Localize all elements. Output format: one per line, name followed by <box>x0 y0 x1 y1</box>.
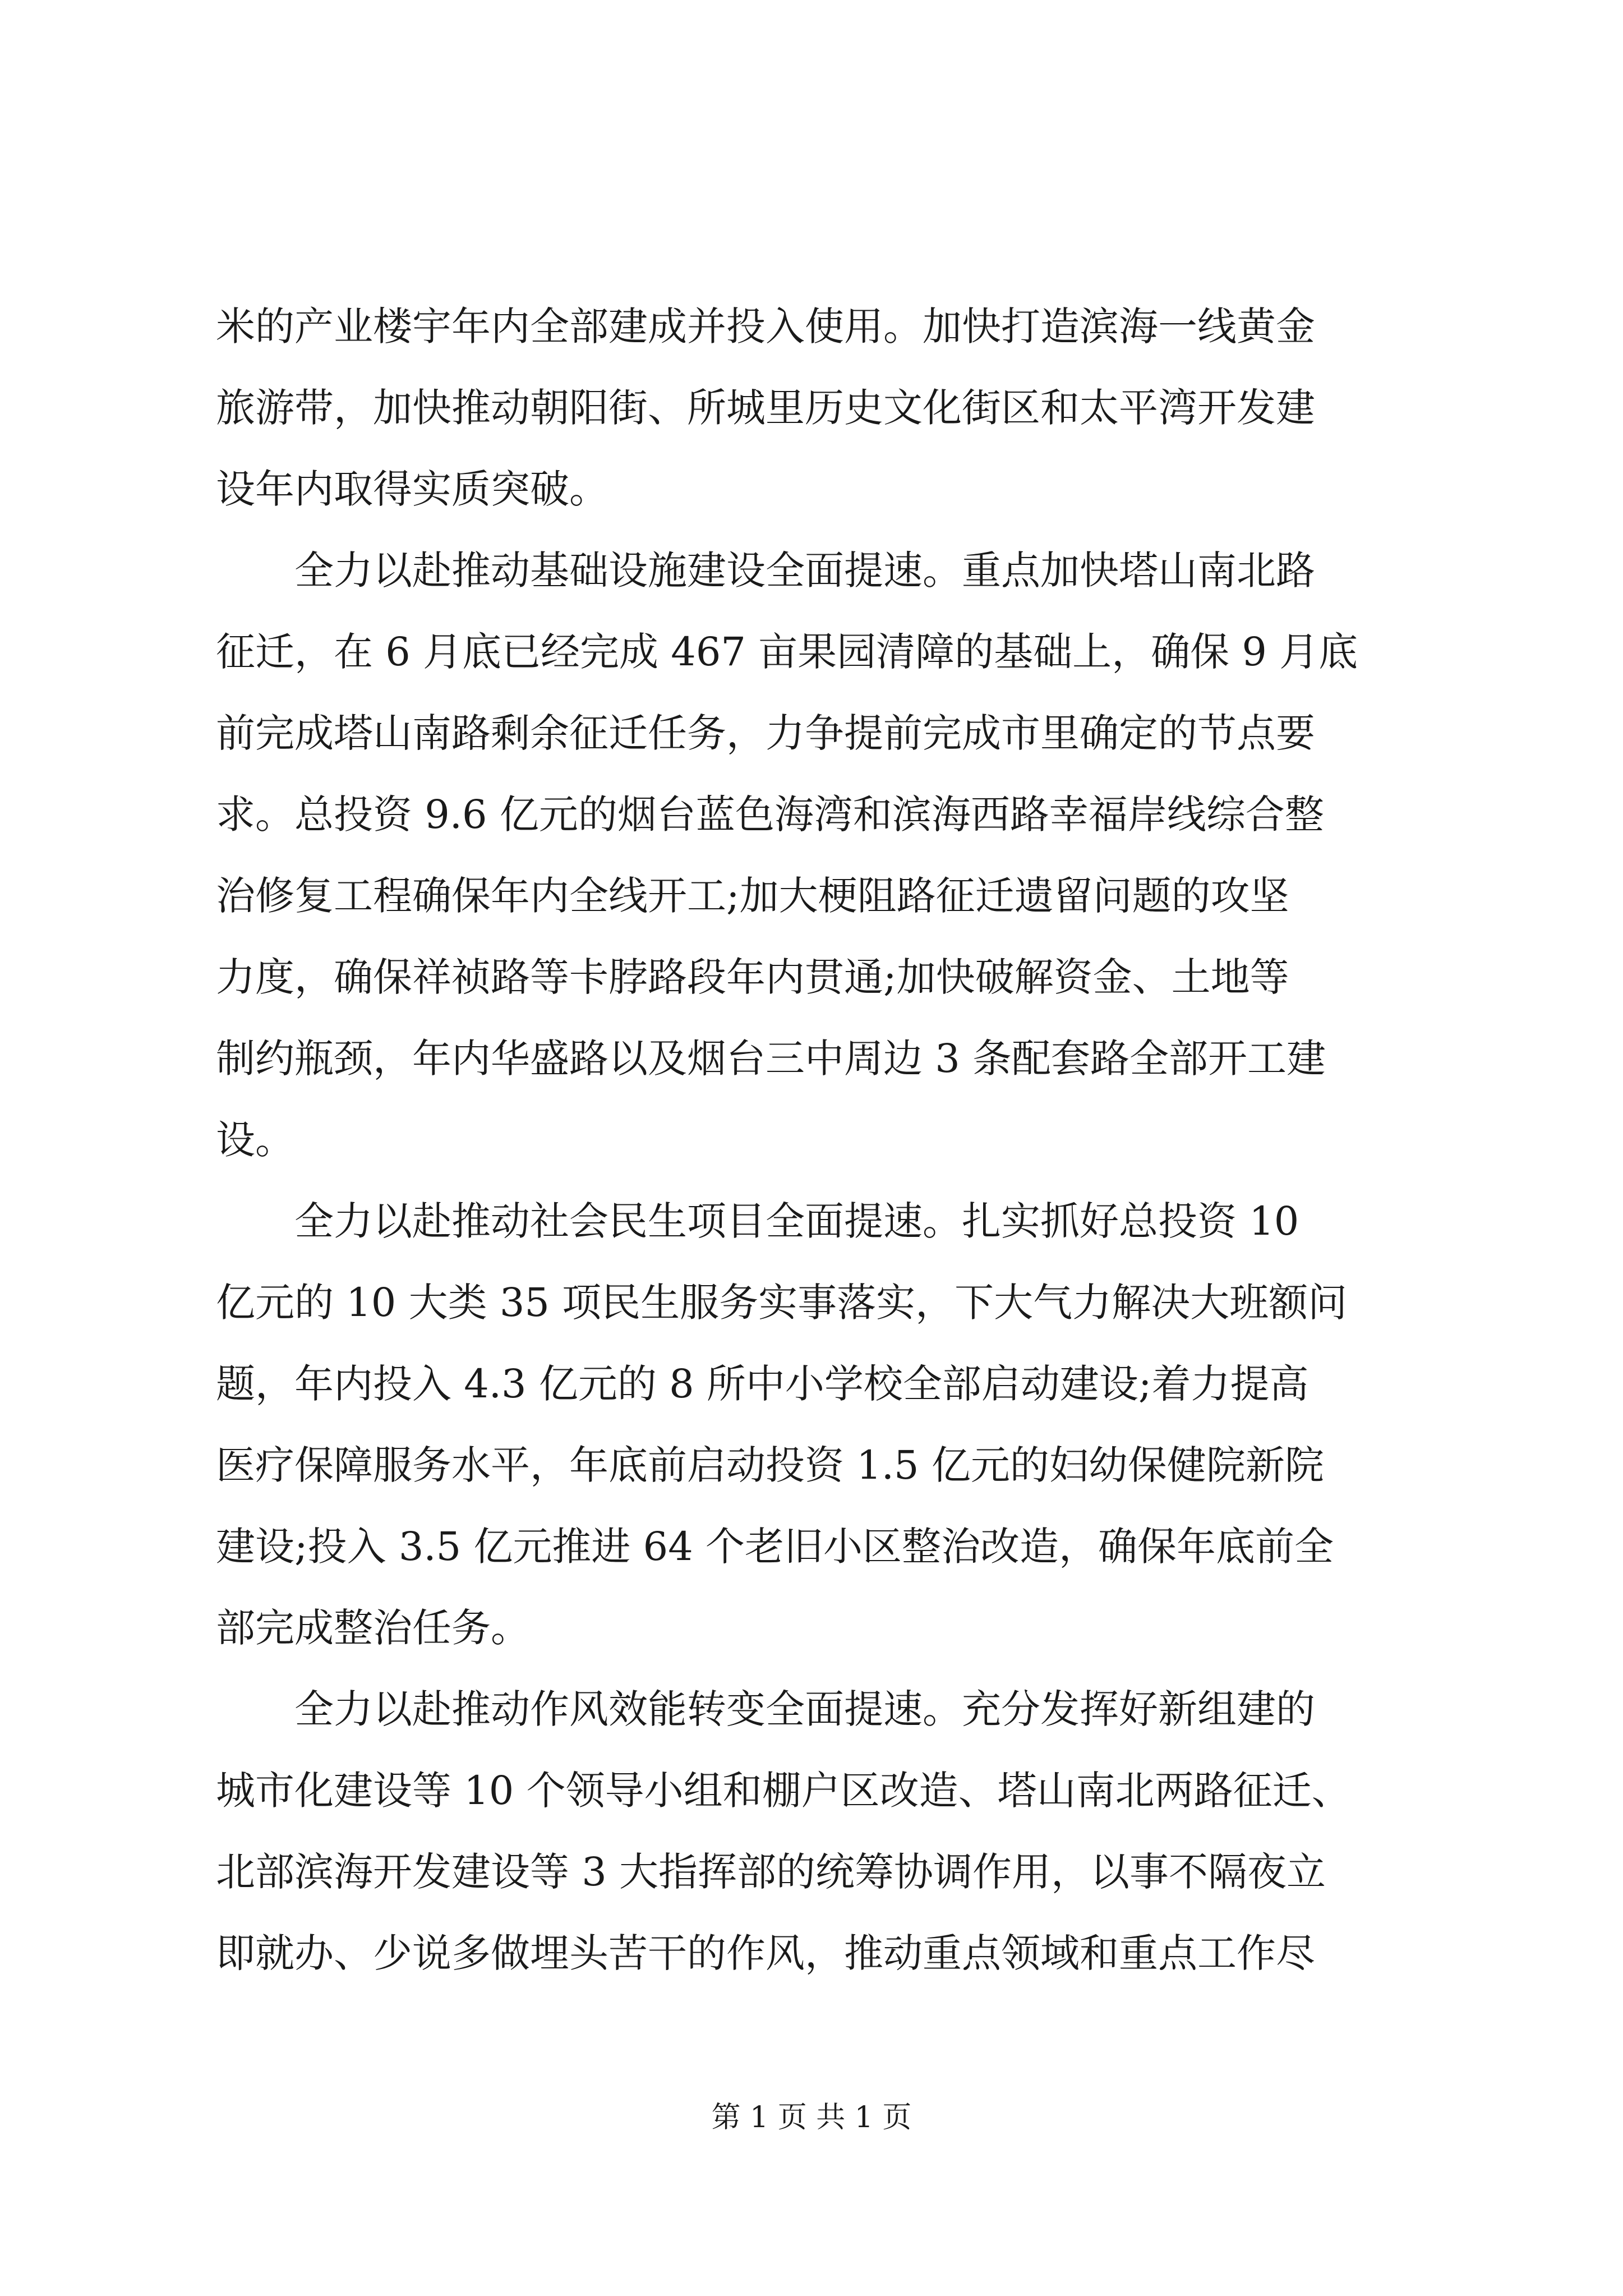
text-line: 旅游带，加快推动朝阳街、所城里历史文化街区和太平湾开发建 <box>216 385 1315 431</box>
paragraph-start-line: 全力以赴推动作风效能转变全面提速。充分发挥好新组建的 <box>216 1686 1315 1732</box>
text-line: 题，年内投入 4.3 亿元的 8 所中小学校全部启动建设;着力提高 <box>216 1361 1309 1407</box>
paragraph-start-line: 全力以赴推动基础设施建设全面提速。重点加快塔山南北路 <box>216 547 1315 593</box>
text-line: 城市化建设等 10 个领导小组和棚户区改造、塔山南北两路征迁、 <box>216 1768 1351 1814</box>
text-line: 建设;投入 3.5 亿元推进 64 个老旧小区整治改造，确保年底前全 <box>216 1524 1334 1570</box>
paragraph-start-line: 全力以赴推动社会民生项目全面提速。扎实抓好总投资 10 <box>216 1198 1299 1244</box>
text-line: 求。总投资 9.6 亿元的烟台蓝色海湾和滨海西路幸福岸线综合整 <box>216 792 1324 838</box>
document-body <box>216 286 1433 1994</box>
text-line: 设年内取得实质突破。 <box>216 466 608 512</box>
text-line: 米的产业楼宇年内全部建成并投入使用。加快打造滨海一线黄金 <box>216 303 1315 349</box>
text-line: 即就办、少说多做埋头苦干的作风，推动重点领域和重点工作尽 <box>216 1930 1315 1976</box>
text-line: 制约瓶颈，年内华盛路以及烟台三中周边 3 条配套路全部开工建 <box>216 1036 1326 1082</box>
text-line: 医疗保障服务水平，年底前启动投资 1.5 亿元的妇幼保健院新院 <box>216 1442 1324 1488</box>
text-line: 部完成整治任务。 <box>216 1605 530 1651</box>
text-line: 治修复工程确保年内全线开工;加大梗阻路征迁遗留问题的攻坚 <box>216 873 1289 919</box>
text-line: 前完成塔山南路剩余征迁任务，力争提前完成市里确定的节点要 <box>216 710 1315 756</box>
page-number-footer: 第 1 页 共 1 页 <box>711 2101 912 2134</box>
text-line: 北部滨海开发建设等 3 大指挥部的统筹协调作用，以事不隔夜立 <box>216 1849 1326 1895</box>
text-line: 亿元的 10 大类 35 项民生服务实事落实，下大气力解决大班额问 <box>216 1280 1348 1326</box>
text-line: 力度，确保祥祯路等卡脖路段年内贯通;加快破解资金、土地等 <box>216 954 1289 1000</box>
text-line: 征迁，在 6 月底已经完成 467 亩果园清障的基础上，确保 9 月底 <box>216 629 1358 675</box>
text-line: 设。 <box>216 1117 294 1163</box>
